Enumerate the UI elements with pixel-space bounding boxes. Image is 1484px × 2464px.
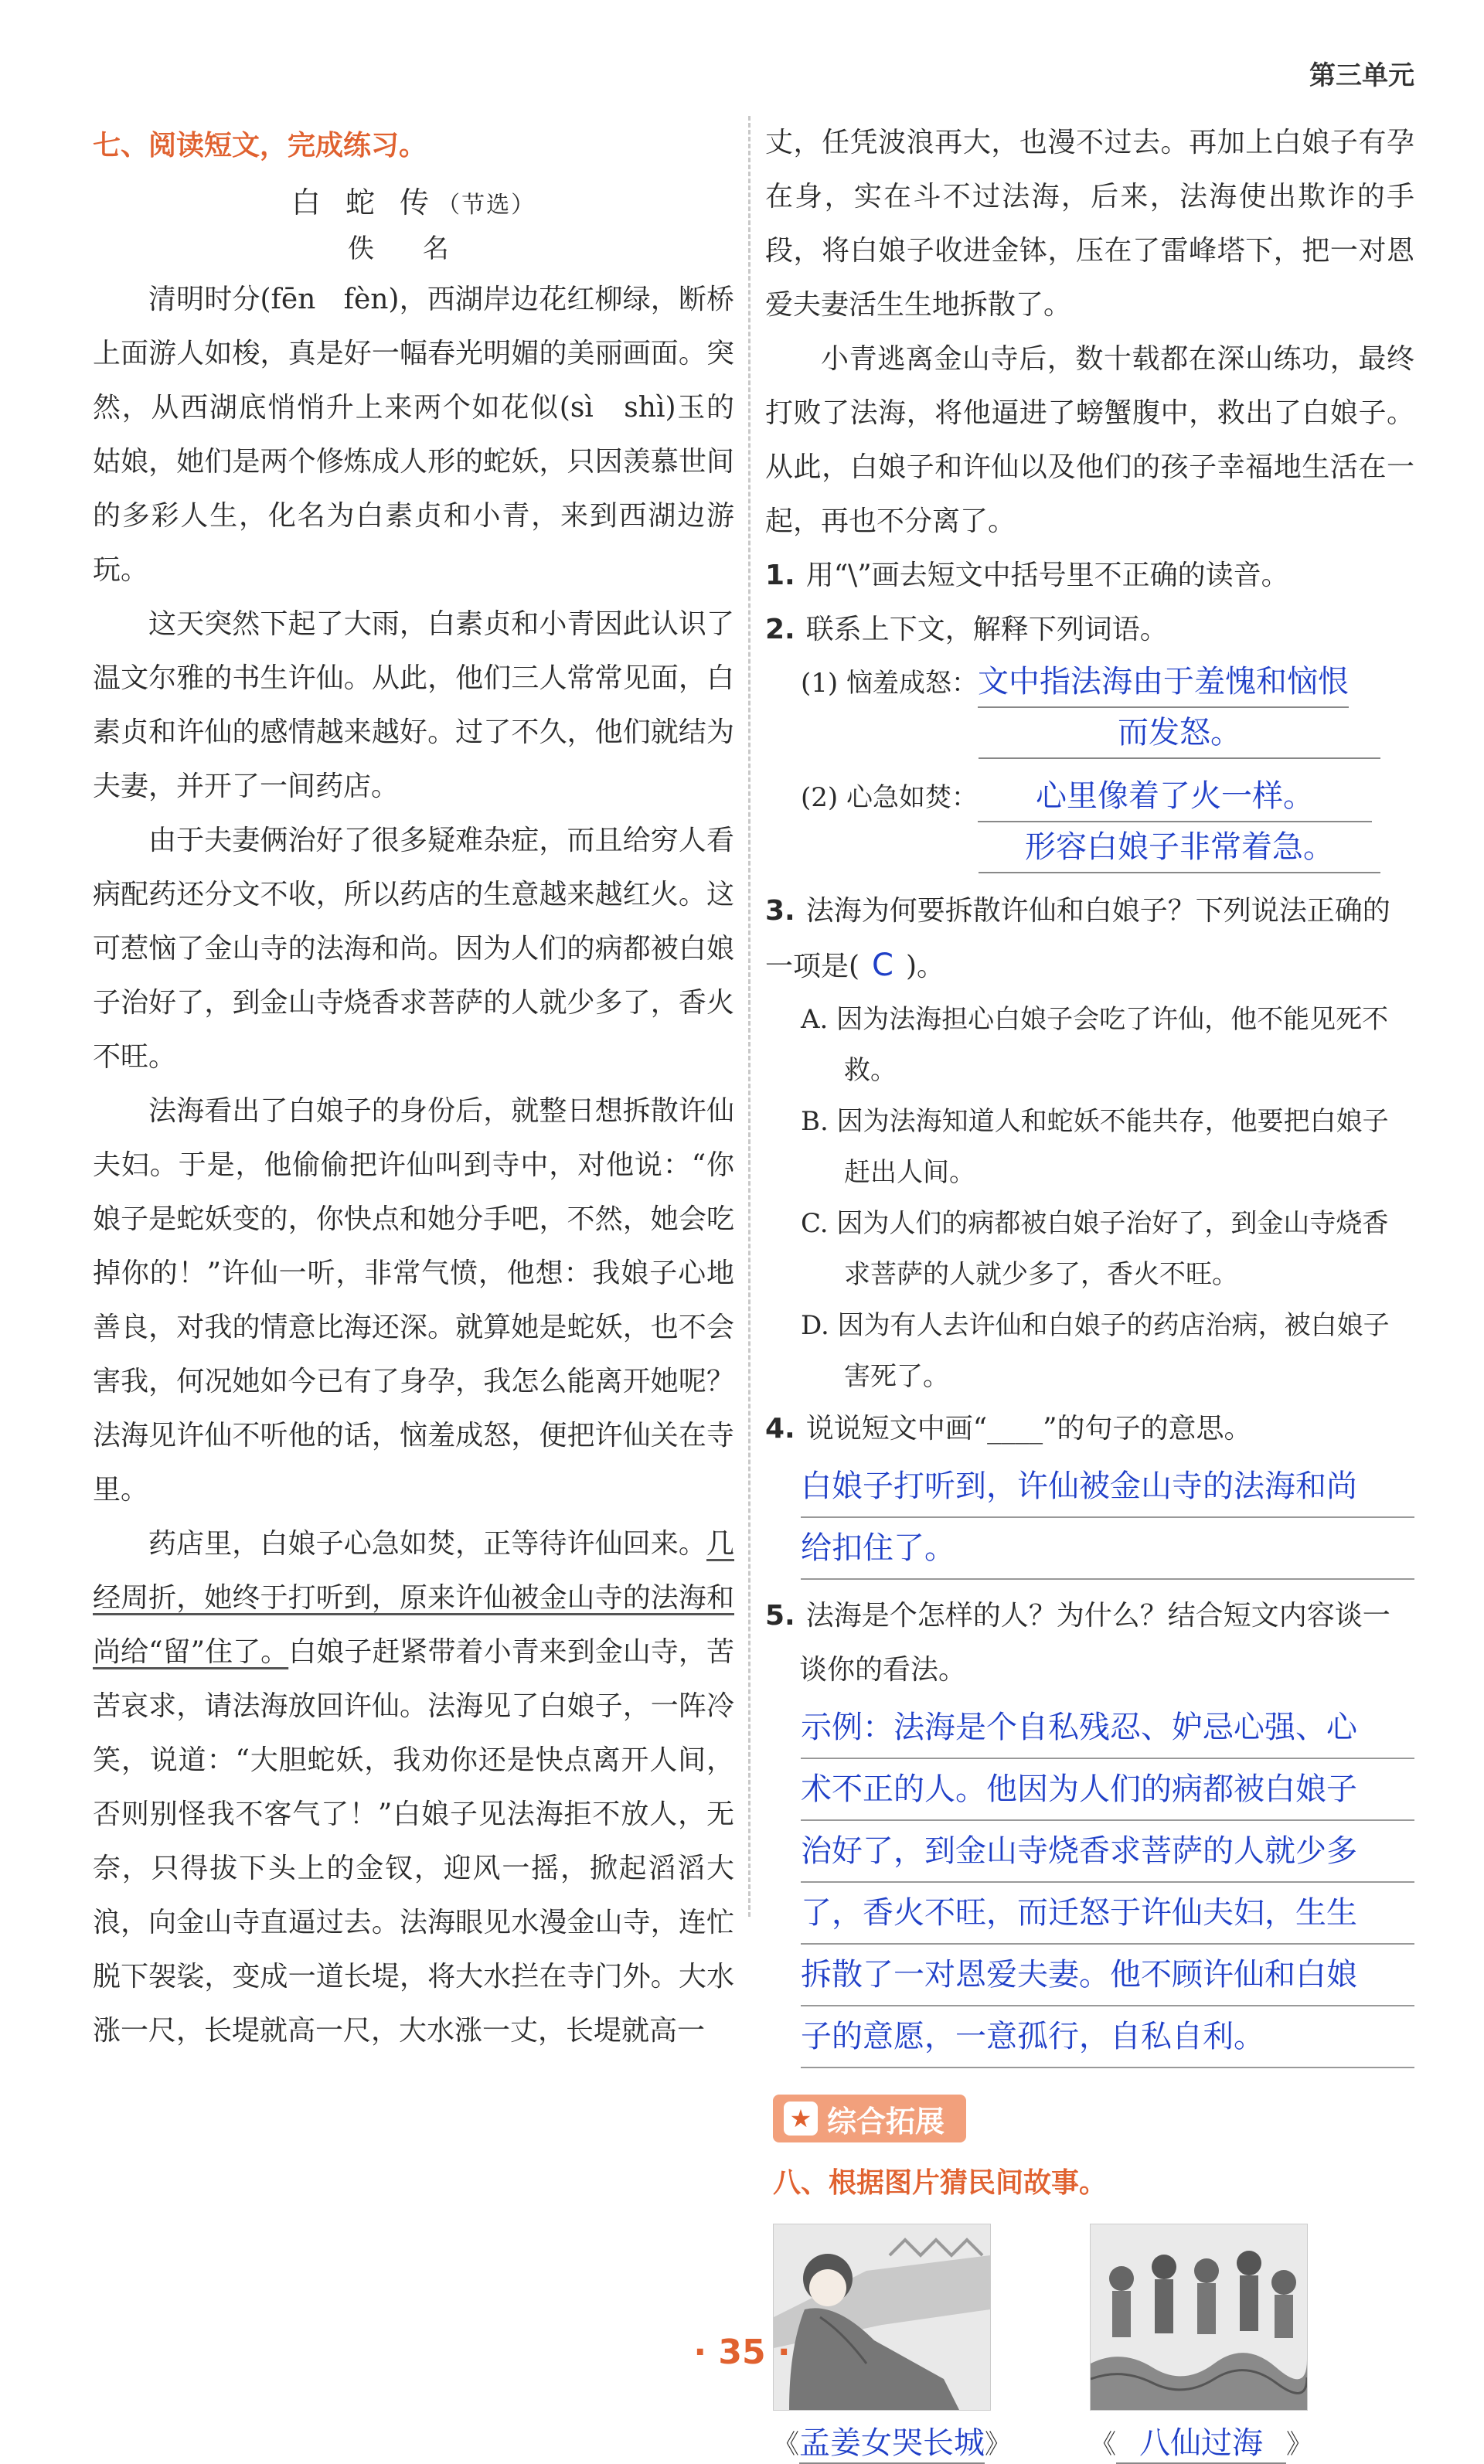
q5-answer-line: 术不正的人。他因为人们的病都被白娘子 bbox=[801, 1759, 1414, 1821]
q5-answer-line: 示例：法海是个自私残忍、妒忌心强、心 bbox=[801, 1697, 1414, 1759]
question-4 bbox=[765, 1402, 1414, 1456]
paragraph-4: 法海看出了白娘子的身份后，就整日想拆散许仙夫妇。于是，他偷偷把许仙叫到寺中，对他说：“你娘子是蛇妖变的，你快点和她分手吧，不然，她会吃掉你的！”许仙一听，非常气愤，他想：我娘子心地善良，对我的情意比海还深。就算她是蛇妖，也不会害我，何况她如今已有了身孕，我怎么能离开她呢？法海见许仙不听他的话，恼羞成怒，便把许仙关在寺里。 bbox=[93, 1095, 734, 1506]
q2-1-cont bbox=[801, 708, 1414, 759]
paragraph-5-start: 药店里，白娘子心急如焚，正等待许仙回来。 bbox=[148, 1528, 706, 1560]
column-divider bbox=[748, 116, 751, 1917]
q5-answer-line: 拆散了一对恩爱夫妻。他不顾许仙和白娘 bbox=[801, 1945, 1414, 2006]
pic1-caption bbox=[773, 2418, 1011, 2464]
story-subtitle: （节选） bbox=[437, 192, 536, 219]
q3-answer: C bbox=[872, 948, 893, 983]
q2-1-answer-line-1: 文中指法海由于羞愧和恼恨 bbox=[978, 657, 1349, 708]
pic2-bracket-open: 《 bbox=[1090, 2429, 1116, 2460]
q2-1 bbox=[801, 657, 1414, 708]
section-banner bbox=[773, 2095, 966, 2142]
pic1-answer: 孟姜女哭长城 bbox=[799, 2418, 985, 2464]
paragraph-7: 小青逃离金山寺后，数十载都在深山练功，最终打败了法海，将他逼进了螃蟹腹中，救出了白娘子。从此，白娘子和许仙以及他们的孩子幸福地生活在一起，再也不分离了。 bbox=[765, 343, 1414, 537]
paragraph-5-end: 白娘子赶紧带着小青来到金山寺，苦苦哀求，请法海放回许仙。法海见了白娘子，一阵冷笑，说道：“大胆蛇妖，我劝你还是快点离开人间，否则别怪我不客气了！”白娘子见法海拒不放人，无奈，只得拔下头上的金钗，迎风一摇，掀起滔滔大浪，向金山寺直逼过去。法海眼见水漫金山寺，连忙脱下袈裟，变成一道长堤，将大水拦在寺门外。大水涨一尺，长堤就高一尺，大水涨一丈，长堤就高一 bbox=[93, 1636, 734, 2047]
pic1-bracket-close: 》 bbox=[985, 2429, 1011, 2460]
q5-answer bbox=[801, 1697, 1414, 2068]
question-2 bbox=[765, 603, 1414, 657]
story-title bbox=[93, 179, 734, 221]
section-8-title: 八、根据图片猜民间故事。 bbox=[773, 2167, 1108, 2199]
q2-text: 联系上下文，解释下列词语。 bbox=[805, 614, 1168, 645]
q3-option-a: A. 因为法海担心白娘子会吃了许仙，他不能见死不救。 bbox=[801, 1004, 1389, 1086]
q2-1-answer-line-2: 而发怒。 bbox=[979, 708, 1380, 759]
q3-option-b: B. 因为法海知道人和蛇妖不能共存，他要把白娘子赶出人间。 bbox=[801, 1106, 1389, 1188]
pic2-caption bbox=[1090, 2418, 1312, 2464]
unit-header: 第三单元 bbox=[1309, 60, 1414, 91]
section-7-title: 七、阅读短文，完成练习。 bbox=[93, 130, 427, 162]
q4-number: 4. bbox=[765, 1413, 795, 1445]
q3-number: 3. bbox=[765, 895, 795, 927]
eight-immortals-illustration bbox=[1090, 2224, 1308, 2411]
q4-answer-line-1: 白娘子打听到，许仙被金山寺的法海和尚 bbox=[801, 1456, 1414, 1518]
q5-answer-line: 了，香火不旺，而迁怒于许仙夫妇，生生 bbox=[801, 1883, 1414, 1945]
star-icon: ★ bbox=[784, 2102, 818, 2136]
pic2-bracket-close: 》 bbox=[1286, 2429, 1312, 2460]
q5-number: 5. bbox=[765, 1600, 795, 1632]
q1-number: 1. bbox=[765, 560, 795, 591]
q2-number: 2. bbox=[765, 614, 795, 645]
q5-text: 法海是个怎样的人？为什么？结合短文内容谈一谈你的看法。 bbox=[799, 1600, 1390, 1686]
question-1 bbox=[765, 549, 1414, 603]
q4-text: 说说短文中画“____”的句子的意思。 bbox=[805, 1413, 1252, 1445]
right-column bbox=[765, 116, 1414, 2464]
banner-text: 综合拓展 bbox=[827, 2104, 945, 2139]
underlined-sentence: 几经周折，她终于打听到，原来许仙被金山寺的法海和尚给“留”住了。 bbox=[93, 1528, 734, 1668]
question-3 bbox=[765, 884, 1414, 994]
q2-2-label: (2) 心急如焚： bbox=[801, 782, 978, 813]
author: 佚 名 bbox=[348, 233, 469, 264]
q2-2-answer-line-2: 形容白娘子非常着急。 bbox=[979, 822, 1380, 873]
q5-answer-line: 子的意愿，一意孤行，自私自利。 bbox=[801, 2006, 1414, 2068]
q3-option-c: C. 因为人们的病都被白娘子治好了，到金山寺烧香求菩萨的人就少多了，香火不旺。 bbox=[801, 1208, 1389, 1290]
paragraph-6: 丈，任凭波浪再大，也漫不过去。再加上白娘子有孕在身，实在斗不过法海，后来，法海使出欺诈的手段，将白娘子收进金钵，压在了雷峰塔下，把一对恩爱夫妻活生生地拆散了。 bbox=[765, 127, 1414, 321]
meng-jiangnu-illustration bbox=[773, 2224, 991, 2411]
paragraph-5 bbox=[93, 1517, 734, 2058]
q2-2-cont bbox=[801, 822, 1414, 873]
question-5 bbox=[765, 1589, 1414, 1697]
q3-end: )。 bbox=[905, 951, 945, 982]
q3-text: 法海为何要拆散许仙和白娘子？下列说法正确的一项是( bbox=[765, 895, 1390, 982]
q1-text: 用“\”画去短文中括号里不正确的读音。 bbox=[805, 560, 1289, 591]
q2-1-label: (1) 恼羞成怒： bbox=[801, 668, 978, 699]
page-number: · 35 · bbox=[693, 2333, 791, 2372]
q2-2-answer-line-1: 心里像着了火一样。 bbox=[978, 771, 1372, 822]
story-title-text: 白 蛇 传 bbox=[291, 185, 437, 220]
q2-2 bbox=[801, 771, 1414, 822]
pic1-bracket-open: 《 bbox=[773, 2429, 799, 2460]
paragraph-1: 清明时分(fēn fèn)，西湖岸边花红柳绿，断桥上面游人如梭，真是好一幅春光明媚的美丽画面。突然，从西湖底悄悄升上来两个如花似(sì shì)玉的姑娘，她们是两个修炼成人形的蛇妖，只因羡慕世间的多彩人生，化名为白素贞和小青，来到西湖边游玩。 bbox=[93, 284, 734, 586]
q4-answer-line-2: 给扣住了。 bbox=[801, 1518, 1414, 1580]
pic2-answer: 八仙过海 bbox=[1116, 2418, 1286, 2464]
q5-answer-line: 治好了，到金山寺烧香求菩萨的人就少多 bbox=[801, 1821, 1414, 1883]
paragraph-3: 由于夫妻俩治好了很多疑难杂症，而且给穷人看病配药还分文不收，所以药店的生意越来越红火。这可惹恼了金山寺的法海和尚。因为人们的病都被白娘子治好了，到金山寺烧香求菩萨的人就少多了，香火不旺。 bbox=[93, 825, 734, 1073]
paragraph-2: 这天突然下起了大雨，白素贞和小青因此认识了温文尔雅的书生许仙。从此，他们三人常常见面，白素贞和许仙的感情越来越好。过了不久，他们就结为夫妻，并开了一间药店。 bbox=[93, 608, 734, 802]
q3-option-d: D. 因为有人去许仙和白娘子的药店治病，被白娘子害死了。 bbox=[801, 1310, 1390, 1392]
left-column bbox=[93, 116, 734, 2058]
q4-answer bbox=[801, 1456, 1414, 1580]
